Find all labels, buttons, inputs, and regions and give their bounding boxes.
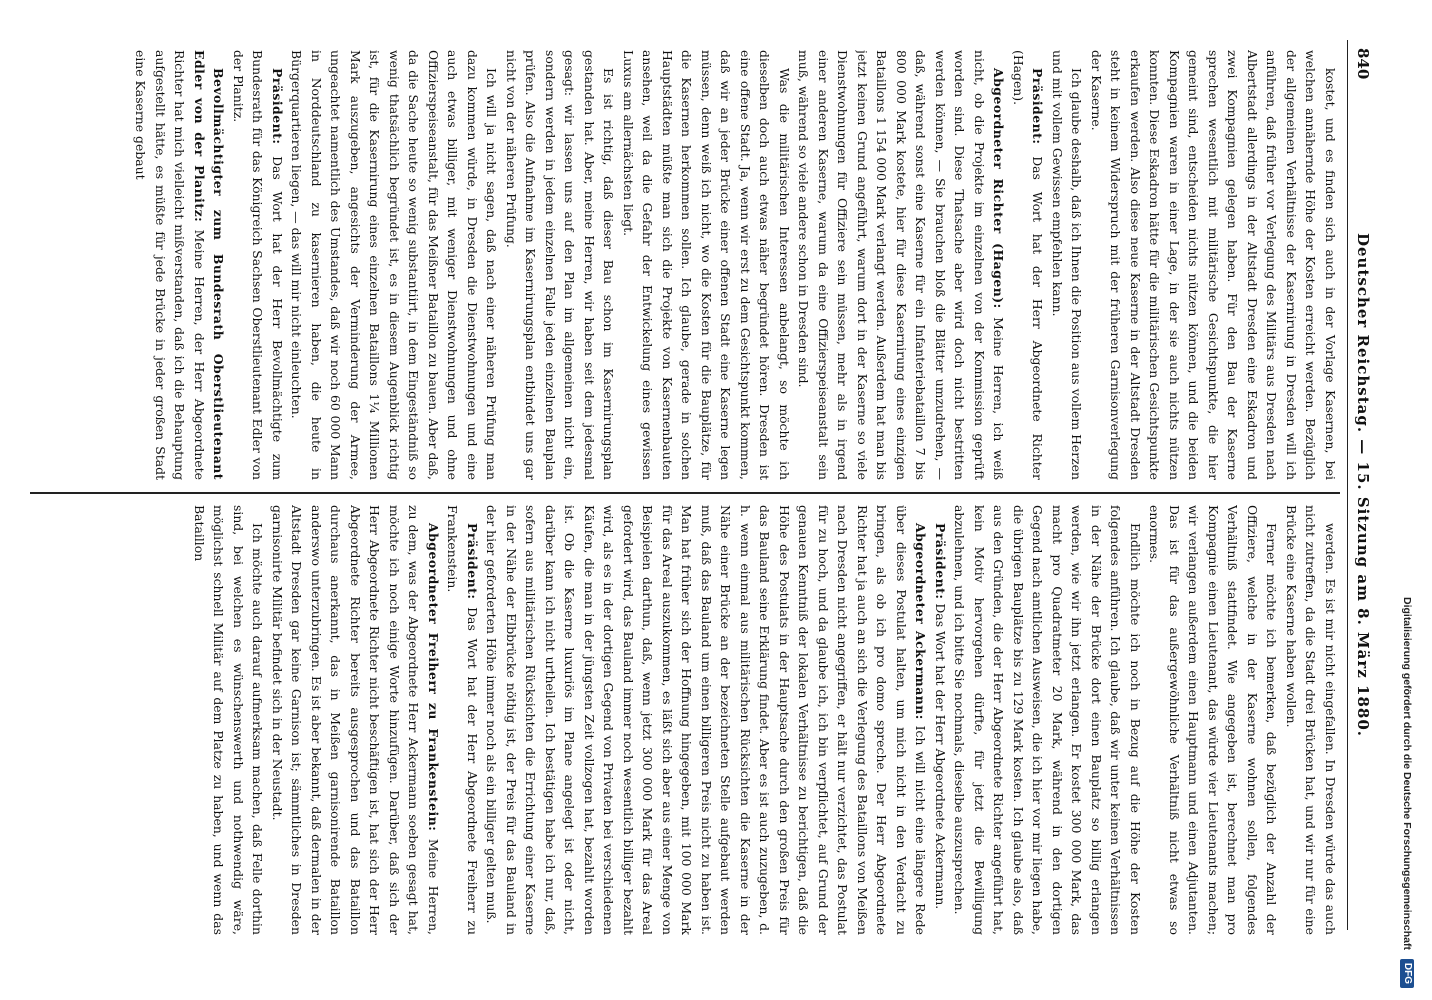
- paragraph: [1087, 50, 1341, 480]
- text-column-left: [30, 50, 1340, 480]
- paragraph: [1282, 505, 1341, 935]
- column-divider: [30, 492, 1340, 494]
- paragraph-text: Meine Herren, der Herr Abgeordnete Richter hat mich vielleicht mißverstanden, daß ich die Behauptung aufgestellt hätte, es müßte für jede Brücke in jeder großen Stadt eine Kaserne gebaut: [133, 50, 207, 480]
- paragraph: [502, 50, 619, 480]
- speaker-name: Präsident:: [465, 523, 480, 600]
- paragraph: [482, 505, 931, 935]
- paragraph-text: Das Wort hat der Herr Abgeordnete Freiherr zu Frankenstein.: [445, 505, 480, 935]
- page-header: [1347, 40, 1374, 930]
- paragraph: [268, 505, 444, 935]
- paragraph: [950, 505, 1145, 935]
- speaker-name: Abgeordneter Freiherr zu Frankenstein:: [426, 523, 441, 832]
- paragraph-text: Das Wort hat der Herr Abgeordnete Richter (Hagen).: [1011, 50, 1046, 480]
- paragraph-text: kostet, und es finden sich auch in der Vorlage Kasernen, bei welchen annähernde Höhe der Kosten erreicht werden. Bezüglich der allgemeinen Verhältnisse der Kasernirung in Dresden will ich anführen, daß früher vor Verlegung des Militärs aus Dresden nach Albertstadt allerdings in der Altstadt Dresden eine Eskadron und zwei Kompagnien gelegen haben. Für den Bau der Kaserne sprechen wesentlich mit militärische Gesichtspunkte, die hier gemeint sind, entscheiden nichts nützen können, und die beiden Kompagnien waren in einer Lage, in der sie auch nichts nützen konnten. Diese Eskadron hätte für die militärischen Gesichtspunkte erkaufen werden. Also diese neue Kaserne in der Altstadt Dresden steht in keinem Widerspruch mit der früheren Garnisonverlegung der Kaserne.: [1089, 50, 1338, 480]
- paragraph: [794, 50, 1009, 480]
- paragraph-text: Endlich möchte ich noch in Bezug auf die Höhe der Kosten folgendes anführen. Ich glaube, daß wir unter keinen Verhältnissen in der Nähe der Brücke dort einen Bauplatz so billig erlangen werden, wie wir ihn jetzt erlangen. Er kostet 300 000 Mark, das macht pro Quadratmeter 20 Mark, während in den dortigen Gegend nach amtlichen Ausweisen, die ich hier vor mir liegen habe, die übrigen Bauplätze bis zu 129 Mark kosten. Ich glaube also, daß aus den Gründen, die der Herr Abgeordnete Richter angeführt hat, kein Motiv hervorgehen dürfte, für jetzt die Bewilligung abzulehnen, und ich bitte Sie nochmals, dieselbe auszusprechen.: [952, 505, 1143, 935]
- paragraph-text: Meine Herren, zu dem, was der Abgeordnete Herr Ackermann soeben gesagt hat, möchte ich noch einige Worte hinzufügen. Darüber, daß sich der Herr Abgeordnete Richter nicht beschäftigen ist, hat sich der Herr Abgeordnete Richter bereits ausgesprochen und das Bataillon durchaus anerkannt, das in Meißen garnisonirende Bataillon anderswo unterzubringen. Es ist aber bekannt, daß dermalen in der Altstadt Dresden gar keine Garnison ist; sämmtliches in Dresden garnisonirte Militär befindet sich in der Neustadt.: [270, 505, 441, 935]
- speaker-name: Abgeordneter Richter (Hagen):: [991, 68, 1007, 309]
- paragraph: [229, 50, 288, 480]
- dfg-logo: DFG: [1400, 959, 1414, 988]
- paragraph-text: Was die militärischen Interessen anbelangt, so möchte ich dieselben doch auch etwas näher begründet hören. Dresden ist eine offene Stadt. Ja, wenn wir erst zu dem Gesichtspunkt kommen, daß wir an jeder Brücke einer offenen Stadt eine Kaserne legen müssen, denn weiß ich nicht, wo die Kosten für die Bauplätze, für die Kasernen herkommen sollen. Ich glaube, gerade in solchen Hauptstädten müßte man sich die Projekte von Kasernenbauten ansehen, weil da die Gefahr der Entwickelung eines gewissen Luxus am allernächsten liegt.: [621, 50, 792, 480]
- paragraph-text: Ich möchte auch darauf aufmerksam machen, daß Felle dorthin sind, bei welchen es wünschenswerth und nothwendig wäre, möglichst schnell Militär auf dem Platze zu haben, und wenn das Bataillon: [192, 505, 266, 935]
- paragraph: [443, 505, 482, 935]
- paragraph: [1009, 50, 1048, 480]
- paragraph: [131, 50, 229, 480]
- paragraph-text: Ich will ja nicht sagen, daß nach einer näheren Prüfung man dazu kommen würde, in Dresden die Dienstwohnungen und eine auch etwas billiger, mit weniger Dienstwohnungen und ohne Offizierspeiseanstalt, für das Meißner Bataillon zu bauen. Aber daß, da die Sache heute so wenig substantiirt, in dem Eingeständniß so wenig thatsächlich begründet ist, es in diesem Augenblick richtig ist, für die Kasernirung eines einzelnen Bataillons 1¼ Millionen Mark auszugeben, angesichts der Verminderung der Armee, ungeachtet namentlich des Umstandes, daß wir noch 60 000 Mann in Norddeutschland zu kasernieren haben, die heute in Bürgerquartieren liegen, — das will mir nicht einleuchten.: [289, 50, 500, 480]
- speaker-name: Bevollmächtigter zum Bundesrath Oberstlieutenant Edler von der Planitz:: [192, 50, 227, 480]
- paragraph: [287, 50, 502, 480]
- paragraph-text: Meine Herren, ich weiß nicht, ob die Projekte im einzelnen von der Kommission geprüft worden sind. Diese Thatsache aber wird doch nicht bestritten werden können, — Sie brauchen bloß die Blätter umzudrehen, — daß, während sonst eine Kaserne für ein Infanteriebataillon 7 bis 800 000 Mark kostete, hier für diese Kasernirung eines einzigen Bataillons 1 154 000 Mark verlangt werden. Außerdem hat man bis jetzt keinen Grund angeführt, warum dort in der Kaserne so viele Dienstwohnungen für Offiziere sein müssen, mehr als in irgend einer anderen Kaserne, warum da eine Offizierspeiseanstalt sein muß, während so viele andere schon in Dresden sind.: [796, 50, 1007, 480]
- speaker-name: Präsident:: [1030, 68, 1046, 145]
- funding-note: [1392, 12, 1422, 988]
- speaker-name: Präsident:: [270, 68, 285, 145]
- speaker-name: Präsident:: [933, 523, 948, 600]
- page-number: 840: [1354, 48, 1372, 80]
- paragraph-text: Ich will nicht eine längere Rede über dieses Postulat halten, um mich nicht in den Verdacht zu bringen, als ob ich pro domo spreche. Der Herr Abgeordnete Richter hat ja auch an sich die Verlegung des Bataillons von Meißen nach Dresden nicht angegriffen, er hält nur verzichtet, das Postulat für zu hoch, und da glaube ich, ich bin verpflichtet, auf Grund der genauen Kenntniß der lokalen Verhältnisse zu berichtigen, daß die Höhe des Postulats in der Hauptsache durch den großen Preis für das Bauland seine Erklärung findet. Aber es ist auch zuzugeben, d. h. wenn einmal aus militärischen Rücksichten die Kaserne in der Nähe einer Brücke an der bezeichneten Stelle aufgebaut werden muß, daß das Bauland um einen billigeren Preis nicht zu haben ist. Man hat früher sich der Hoffnung hingegeben, mit 100 000 Mark für das Areal auszukommen, es läßt sich aber aus einer Menge von Beispielen darthun, daß, wenn jetzt 300 000 Mark für das Areal gefordert wird, das Bauland immer noch wesentlich billiger bezahlt wird, als es in der dortigen Gegend von Privaten bei verschiedenen Käufen, die man in der jüngsten Zeit vollzogen hat, bezahlt worden ist. Ob die Kaserne luxuriös im Plane angelegt ist oder nicht, darüber kann ich nicht urtheilen. Ich bestätigen habe ich nur, daß, sofern aus militärischen Rücksichten die Errichtung einer Kaserne in der Nähe der Elbbrücke nöthig ist, der Preis für das Bauland in der hier geforderten Höhe immer noch als ein billiger gelten muß.: [484, 505, 929, 935]
- paragraph-text: Es ist richtig, daß dieser Bau schon im Kasernirungsplan gestanden hat. Aber, meine Herren, wir haben seit dem jedesmal gesagt: wir lassen uns auf den Plan im allgemeinen nicht ein, sondern werden in jedem einzelnen Falle jeden einzelnen Bauplan prüfen. Also die Aufnahme im Kasernirungsplan entbindet uns gar nicht von der näheren Prüfung.: [504, 50, 617, 480]
- paragraph: [1048, 50, 1087, 480]
- paragraph: [1145, 505, 1282, 935]
- paragraph: [190, 505, 268, 935]
- funding-note-text: Digitalisierung gefördert durch die Deutsche Forschungsgemeinschaft: [1401, 596, 1413, 950]
- paragraph: [931, 505, 951, 935]
- paragraph-text: Ferner möchte ich bemerken, daß bezüglich der Anzahl der Offiziere, welche in der Kaserne wohnen sollen, folgendes Verhältniß stattfindet. Wie angegeben ist, berechnet man pro Kompagnie einen Lieutenant, das würde vier Lieutenants machen; wir verlangen außerdem einen Hauptmann und einen Adjutanten. Das ist für das außergewöhnliche Verhältniß nicht etwas so enormes.: [1147, 505, 1280, 935]
- paragraph-text: Das Wort hat der Herr Abgeordnete Ackermann.: [933, 603, 948, 910]
- paragraph-text: Ich glaube deshalb, daß ich Ihnen die Position aus vollem Herzen und mit vollem Gewissen empfehlen kann.: [1050, 50, 1085, 480]
- paragraph-text: Das Wort hat der Herr Bevollmächtigte zum Bundesrath für das Königreich Sachsen Oberstlieutenant Edler von der Planitz.: [231, 50, 285, 480]
- speaker-name: Abgeordneter Ackermann:: [913, 523, 929, 720]
- paragraph: [619, 50, 795, 480]
- page-title: Deutscher Reichstag. — 15. Sitzung am 8. März 1880.: [1354, 233, 1372, 737]
- text-column-right: [30, 505, 1340, 935]
- paragraph-text: werden. Es ist mir nicht eingefallen. In Dresden würde das auch nicht zutreffen, da die Stadt drei Brücken hat, und wir nur für eine Brücke eine Kaserne haben wollen.: [1284, 505, 1338, 935]
